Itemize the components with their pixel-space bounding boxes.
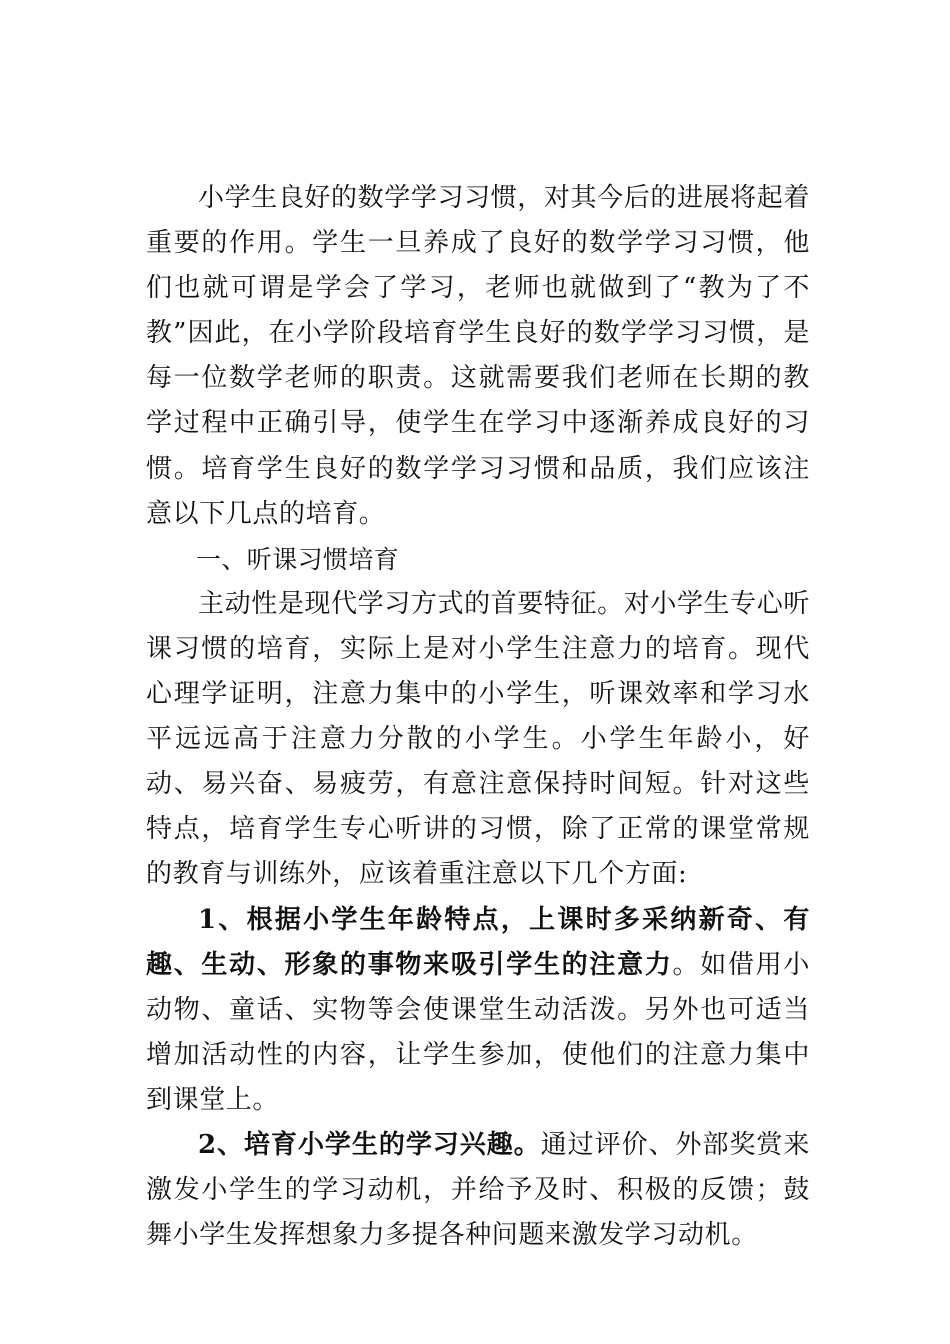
section-heading-listening-habits: 一、听课习惯培育 [196, 544, 400, 574]
intro-paragraph: 小学生良好的数学学习习惯，对其今后的进展将起着重要的作用。学生一旦养成了良好的数学学习习惯，他们也就可谓是学会了学习，老师也就做到了“教为了不教”因此，在小学阶段培育学生良好的数学学习习惯，是每一位数学老师的职责。这就需要我们老师在长期的教学过程中正确引导，使学生在学习中逐渐养成良好的习惯。培育学生良好的数学学习习惯和品质，我们应该注意以下几点的培育。 [146, 183, 810, 529]
list-item-2 [146, 1123, 810, 1258]
section-paragraph: 主动性是现代学习方式的首要特征。对小学生专心听课习惯的培育，实际上是对小学生注意力的培育。现代心理学证明，注意力集中的小学生，听课效率和学习水平远远高于注意力分散的小学生。小学生年龄小，好动、易兴奋、易疲劳，有意注意保持时间短。针对这些特点，培育学生专心听讲的习惯，除了正常的课堂常规的教育与训练外，应该着重注意以下几个方面: [146, 588, 810, 890]
list-item-1-body: 。如借用小动物、童话、实物等会使课堂生动活泼。另外也可适当增加活动性的内容，让学生参加，使他们的注意力集中到课堂上。 [146, 949, 810, 1115]
list-item-2-body: 通过评价、外部奖赏来激发小学生的学习动机，并给予及时、积极的反馈；鼓舞小学生发挥想象力多提各种问题来激发学习动机。 [146, 1129, 810, 1251]
list-item-1 [146, 898, 810, 1123]
list-item-2-lead: 2、培育小学生的学习兴趣。 [198, 1129, 541, 1160]
list-item-1-lead: 1、根据小学生年龄特点，上课时多采纳新奇、有趣、生动、形象的事物来吸引学生的注意力 [146, 904, 810, 980]
document-page [146, 176, 810, 1258]
